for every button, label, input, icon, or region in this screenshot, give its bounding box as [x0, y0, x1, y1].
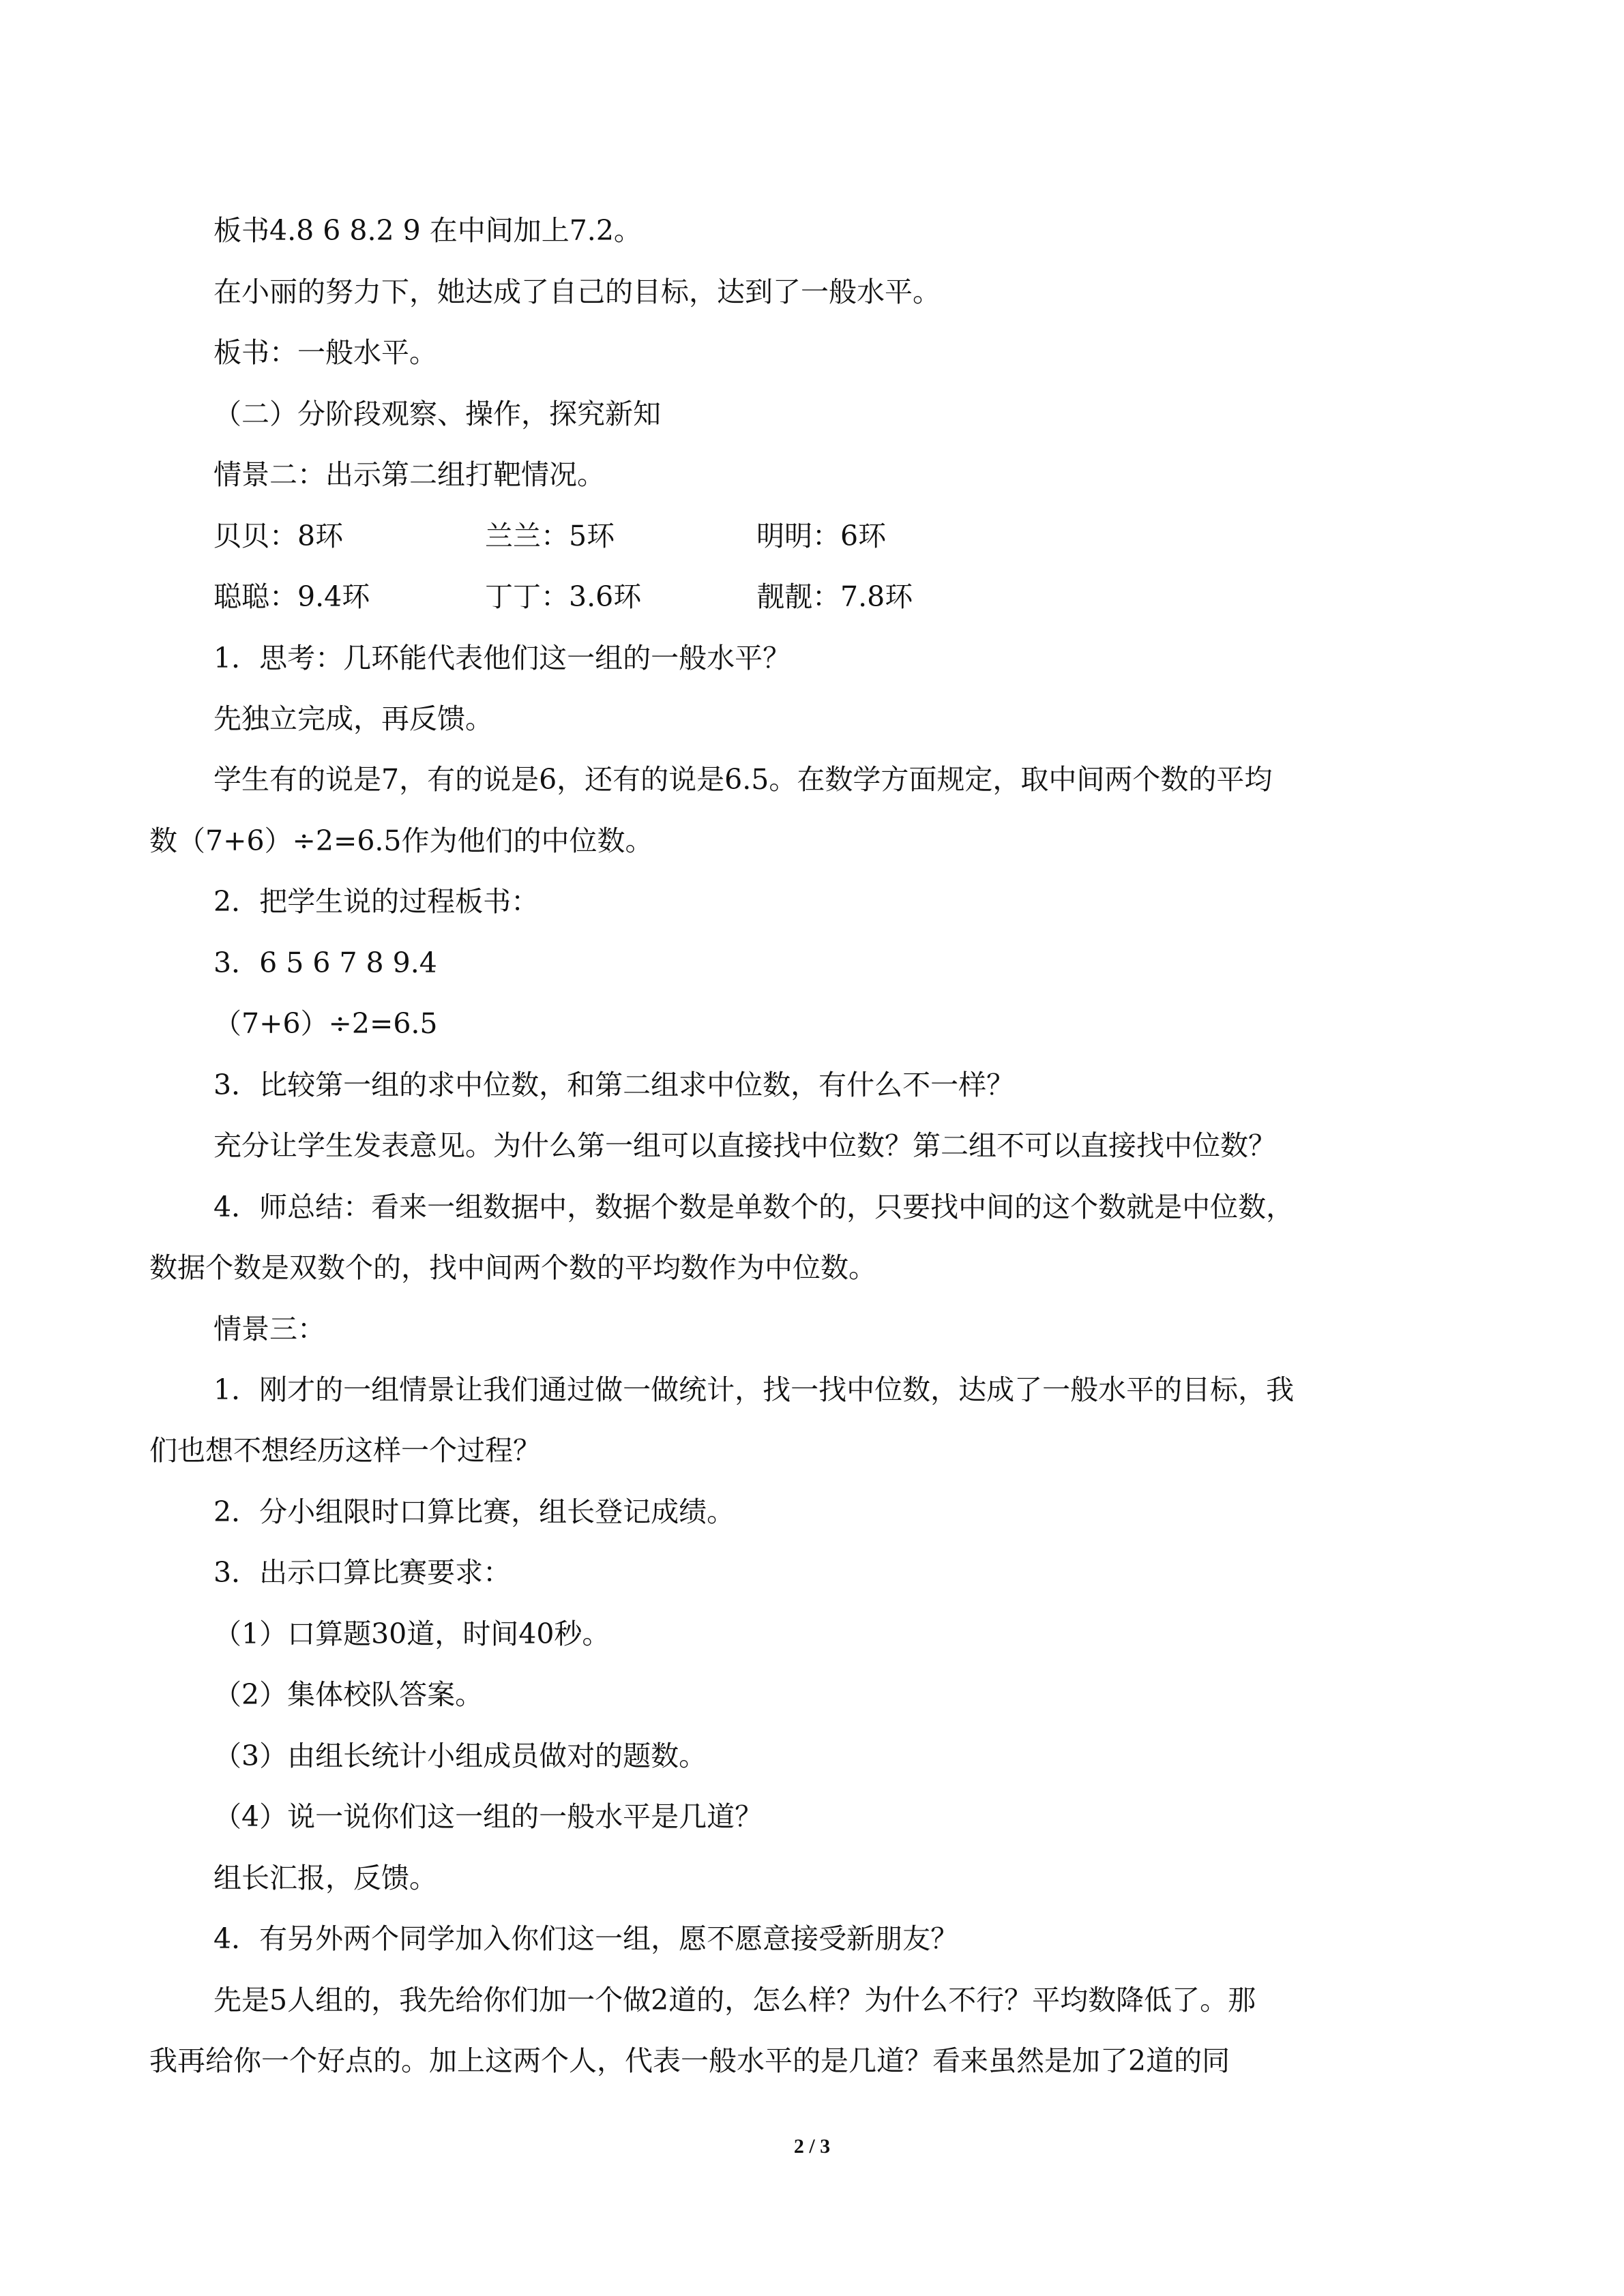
text-line: 1．刚才的一组情景让我们通过做一做统计，找一找中位数，达成了一般水平的目标，我: [213, 1373, 1295, 1406]
score-item: 明明：6环: [756, 520, 887, 552]
text-line: 我再给你一个好点的。加上这两个人，代表一般水平的是几道？看来虽然是加了2道的同: [149, 2044, 1230, 2077]
text-line: 板书：一般水平。: [213, 336, 437, 369]
section-heading: （二）分阶段观察、操作，探究新知: [213, 398, 661, 430]
score-item: 聪聪：9.4环: [213, 580, 370, 613]
text-line: 2．分小组限时口算比赛，组长登记成绩。: [213, 1495, 735, 1528]
text-line: （4）说一说你们这一组的一般水平是几道？: [213, 1800, 763, 1833]
text-line: 组长汇报，反馈。: [213, 1862, 437, 1894]
text-line: 充分让学生发表意见。为什么第一组可以直接找中位数？第二组不可以直接找中位数？: [213, 1129, 1276, 1162]
text-line: 学生有的说是7，有的说是6，还有的说是6.5。在数学方面规定，取中间两个数的平均: [213, 763, 1273, 796]
text-line: 1．思考：几环能代表他们这一组的一般水平？: [213, 642, 791, 674]
score-item: 兰兰：5环: [485, 520, 615, 552]
section-heading: 情景三：: [213, 1313, 325, 1345]
text-line: 3．比较第一组的求中位数，和第二组求中位数，有什么不一样？: [213, 1069, 1015, 1101]
score-item: 靓靓：7.8环: [756, 580, 913, 613]
text-line: （1）口算题30道，时间40秒。: [213, 1617, 610, 1650]
text-line: 4．师总结：看来一组数据中，数据个数是单数个的，只要找中间的这个数就是中位数，: [213, 1191, 1295, 1223]
text-line: 3．出示口算比赛要求：: [213, 1556, 512, 1589]
text-line: 3．6 5 6 7 8 9.4: [213, 946, 437, 979]
text-line: 们也想不想经历这样一个过程？: [149, 1434, 541, 1467]
text-line: （3）由组长统计小组成员做对的题数。: [213, 1740, 707, 1772]
text-line: （7+6）÷2=6.5: [213, 1007, 438, 1040]
score-item: 丁丁：3.6环: [485, 580, 642, 613]
text-line: 2．把学生说的过程板书：: [213, 885, 540, 918]
text-line: 先是5人组的，我先给你们加一个做2道的，怎么样？为什么不行？平均数降低了。那: [213, 1984, 1256, 2016]
score-item: 贝贝：8环: [213, 520, 344, 552]
text-line: 板书4.8 6 8.2 9 在中间加上7.2。: [213, 214, 642, 247]
page-number: 2 / 3: [793, 2135, 831, 2158]
text-line: 4．有另外两个同学加入你们这一组，愿不愿意接受新朋友？: [213, 1922, 959, 1955]
text-line: 在小丽的努力下，她达成了自己的目标，达到了一般水平。: [213, 275, 941, 308]
text-line: （2）集体校队答案。: [213, 1678, 484, 1711]
text-line: 情景二：出示第二组打靶情况。: [213, 458, 605, 491]
text-line: 数（7+6）÷2=6.5作为他们的中位数。: [149, 824, 653, 857]
text-line: 先独立完成，再反馈。: [213, 702, 493, 735]
text-line: 数据个数是双数个的，找中间两个数的平均数作为中位数。: [149, 1251, 876, 1284]
